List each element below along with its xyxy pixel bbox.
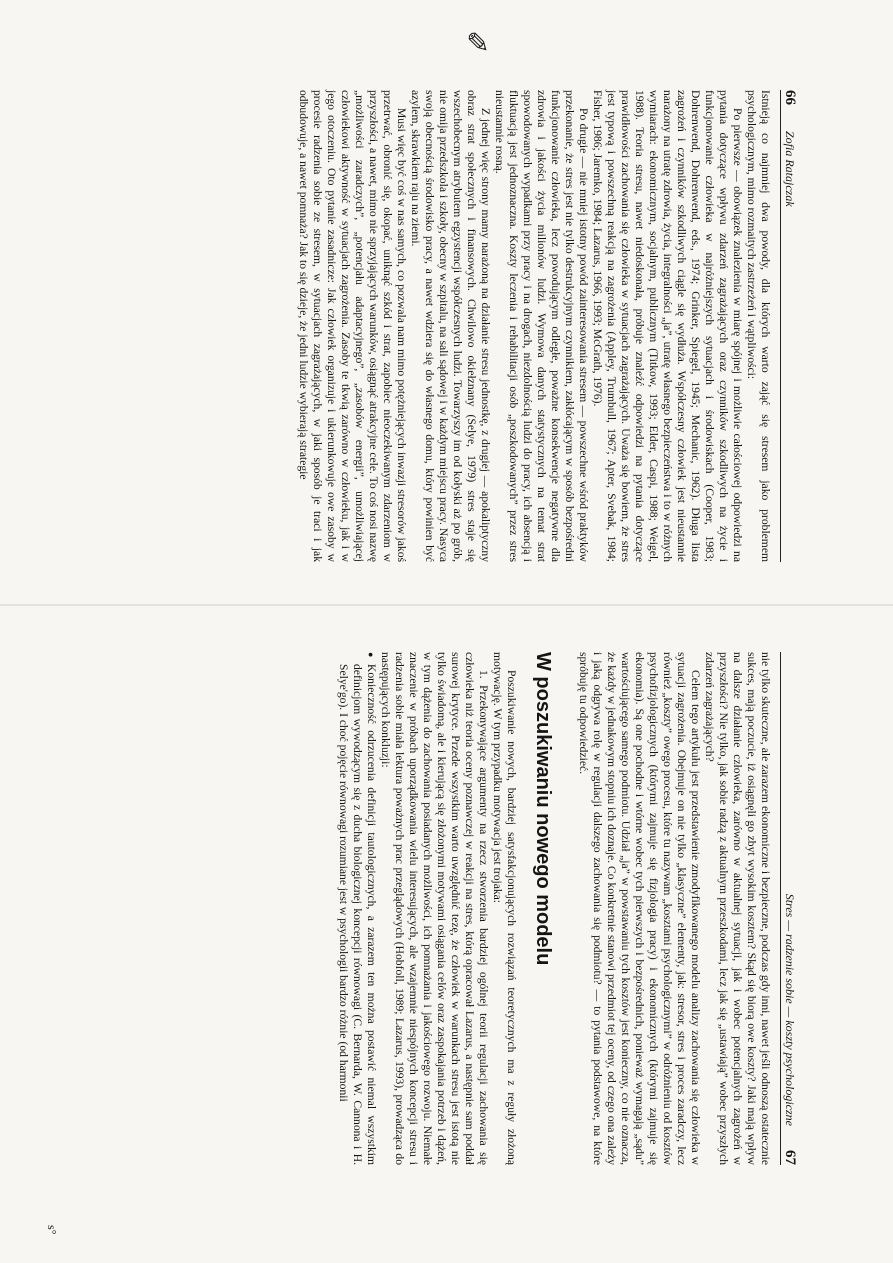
paragraph: Z jednej więc strony mamy narażoną na działanie stresu jednostkę, z drugiej — apokaliptyczny obraz strat społecznych i finansowych. Chwilowo okiełznany (Selye, 1979) stres staje się wszechobecnym atrybutem egzystencji współczesnych ludzi. Towarzyszy im od kołyski aż po grób, nie omija przedszkola i szkoły, obecny w szpitalu, na sali sądowej i w każdym miejscu pracy. Nasyca swoją obecnością środowisko pracy, a nawet wdziera się do własnego domu, który powinien być azylem, skrawkiem raju na ziemi. bbox=[409, 90, 492, 562]
paragraph: Poszukiwanie nowych, bardziej satysfakcjonujących rozwiązań teoretycznych ma z reguły złożoną motywację. W tym przypadku motywacja jest trojaka: bbox=[491, 652, 518, 1165]
paragraph: nie tylko skuteczne, ale zarazem ekonomiczne i bezpieczne, podczas gdy inni, nawet jeśli odnoszą ostatecznie sukces, mają poczucie, iż osiągnęli go zbyt wysokim kosztem? Skąd się biorą owe koszty? Jaki mają wpływ na dalsze działanie człowieka, zarówno w aktualnej sytuacji, jak i wobec potencjalnych zagrożeń w przyszłości? Nie tylko, jak sobie radzą z aktualnym przeszkodami, lecz jak się „ustawiają” wobec przyszłych zdarzeń zagrażających? bbox=[703, 652, 772, 1165]
running-head-author: Zofia Ratajczak bbox=[783, 131, 797, 207]
paragraph: Musi więc być coś w nas samych, co pozwala nam mimo potężniejących inwazji stresorów jakoś przetrwać, obronić się, okopać, uniknąć szkód i strat, zapobiec nieoczekiwanym zdarzeniom w przyszłości, a nawet, mimo nie sprzyjających warunków, osiągnąć atrakcyjne cele. To coś nosi nazwę „możliwości zaradczych”, „potencjału adaptacyjnego”, „zasobów energii”, umożliwiającej człowiekowi aktywność w sytuacjach zagrożenia. Zasoby te tkwią zarówno w człowieku, jak i w jego otoczeniu. Oto pytanie zasadnicze: Jak człowiek organizuje i ukierunkowuje owe zasoby w procesie radzenia sobie ze stresem, w sytuacjach zagrażających, w jaki sposób je traci i jak odbudowuje, a nawet pomnaża? Jak to się dzieje, że jedni ludzie wybierają strategie bbox=[297, 90, 408, 562]
paragraph: Celem tego artykułu jest przedstawienie zmodyfikowanego modelu analizy zachowania się człowieka w sytuacji zagrożenia. Obejmuje on nie tylko „klasyczne” elementy, jak: stresor, stres i proces zaradczy, lecz również „koszty” owego procesu, które tu nazywam „kosztami psychologicznymi” w odróżnieniu od kosztów psychofizjologicznych (którymi zajmuje się fizjologia pracy) i ekonomicznych (którymi zajmuje się ekonomia). Są one pochodne i wtórne wobec tych pierwszych i bezpośrednich, ponieważ wymagają „sądu” wartościującego samego podmiotu. Udział „ja” w powstawaniu tych kosztów jest konieczny, co nie oznacza, że każdy w jednakowym stopniu ich doznaje. Co konkretnie stanowi przedmiot tej oceny, od czego ona zależy i jaką odgrywa rolę w regulacji dalszego zachowania się podmiotu? — to pytania podstawowe, na które spróbuję tu odpowiedzieć. bbox=[577, 652, 702, 1165]
bullet-list bbox=[336, 652, 378, 1165]
pen-doodle-icon: ✎ bbox=[466, 28, 490, 60]
page-left bbox=[0, 0, 893, 610]
page-number: 67 bbox=[782, 1150, 798, 1165]
paragraph: Po pierwsze — obowiązek znalezienia w miarę spójnej i możliwie całościowej odpowiedzi na pytania dotyczące wpływu zdarzeń zagrażających oraz czynników szkodliwych na życie i funkcjonowanie człowieka w najróżniejszych sytuacjach i środowiskach (Cooper, 1983; Dohrenwend, Dohrenwend, eds., 1974; Grinker, Spiegel, 1945; Mechanic, 1962). Długa lista zagrożeń i czynników szkodliwych ciągle się wydłuża. Współczesny człowiek jest nieustannie narażony na utratę zdrowia, życia, integralności „ja”, utratę własnego bezpieczeństwa i to w różnych wymiarach: ekonomicznym, socjalnym, publicznym (Titkow, 1993; Elder, Caspi, 1988; Weigel, 1988). Teoria stresu, nawet niedoskonała, próbuje znaleźć odpowiedzi na pytania dotyczące prawidłowości zachowania się człowieka w sytuacjach zagrażających. Uważa się bowiem, że stres jest typową i powszechną reakcją na zagrożenia (Appley, Trumbull, 1967; Apter, Svebak, 1984; Fisher, 1986; Jaremko, 1984; Lazarus, 1966, 1993; McGrath, 1976). bbox=[591, 90, 744, 562]
paragraph: 1. Przekonywające argumenty na rzecz stworzenia bardziej ogólnej teorii regulacji zachowania się człowieka niż teoria oceny poznawczej w reakcji na stres, którą opracował Lazarus, a następnie sam poddał surowej krytyce. Przede wszystkim warto uwzględnić tezę, że człowiek w warunkach stresu jest istotą nie tylko świadomą, ale i kierującą się złożonymi motywami osiągania celów oraz zaspokajania potrzeb i dążeń, w tym dążenia do zachowania posiadanych możliwości, ich pomnażania i jakościowego rozwoju. Niemałe znaczenie w próbach uporządkowania wielu interesujących, ale wzajemnie niespójnych koncepcji stresu i radzenia sobie miała lektura poważnych prac przeglądowych (Hobfoll, 1989; Lazarus, 1993), prowadząca do następujących konkluzji: bbox=[379, 652, 490, 1165]
page-right bbox=[0, 610, 893, 1263]
running-head-title: Stres — radzenie sobie — koszty psychologiczne bbox=[783, 893, 797, 1126]
running-head-left bbox=[780, 90, 797, 562]
paragraph: Istnieją co najmniej dwa powody, dla których warto zająć się stresem jako problemem psychologicznym, mimo rozmaitych zastrzeżeń i wątpliwości: bbox=[745, 90, 772, 562]
page-number: 66 bbox=[782, 90, 798, 105]
paragraph: Po drugie — nie mniej istotny powód zainteresowania stresem — powszechne wśród praktyków przekonanie, że stres jest nie tylko destrukcyjnym czynnikiem, zakłócającym w sposób bezpośredni funkcjonowanie człowieka, lecz powodującym odległe, poważne konsekwencje negatywne dla zdrowia i jakości życia milionów ludzi. Wymowa danych statystycznych na temat strat spowodowanych wypadkami przy pracy i na drogach, niezdolnością ludzi do pracy, ich absencją i fluktuacją jest jednoznaczna. Koszty leczenia i rehabilitacji osób „poszkodowanych” przez stres nieustannie rosną. bbox=[493, 90, 590, 562]
margin-mark: s° bbox=[45, 1225, 59, 1235]
list-item: ● Konieczność odrzucenia definicji tautologicznych, a zarazem ten można postawić niemal wszystkim definicjom wywodzącym się z ducha biologicznej koncepcji równowagi (C. Bernarda, W. Cannona i H. Selye'go). I choć pojęcie równowagi rozumiane jest w psychologii bardzo różnie (od harmonii bbox=[336, 652, 378, 1165]
section-heading: W poszukiwaniu nowego modelu bbox=[532, 652, 554, 966]
running-head-right bbox=[780, 652, 797, 1165]
